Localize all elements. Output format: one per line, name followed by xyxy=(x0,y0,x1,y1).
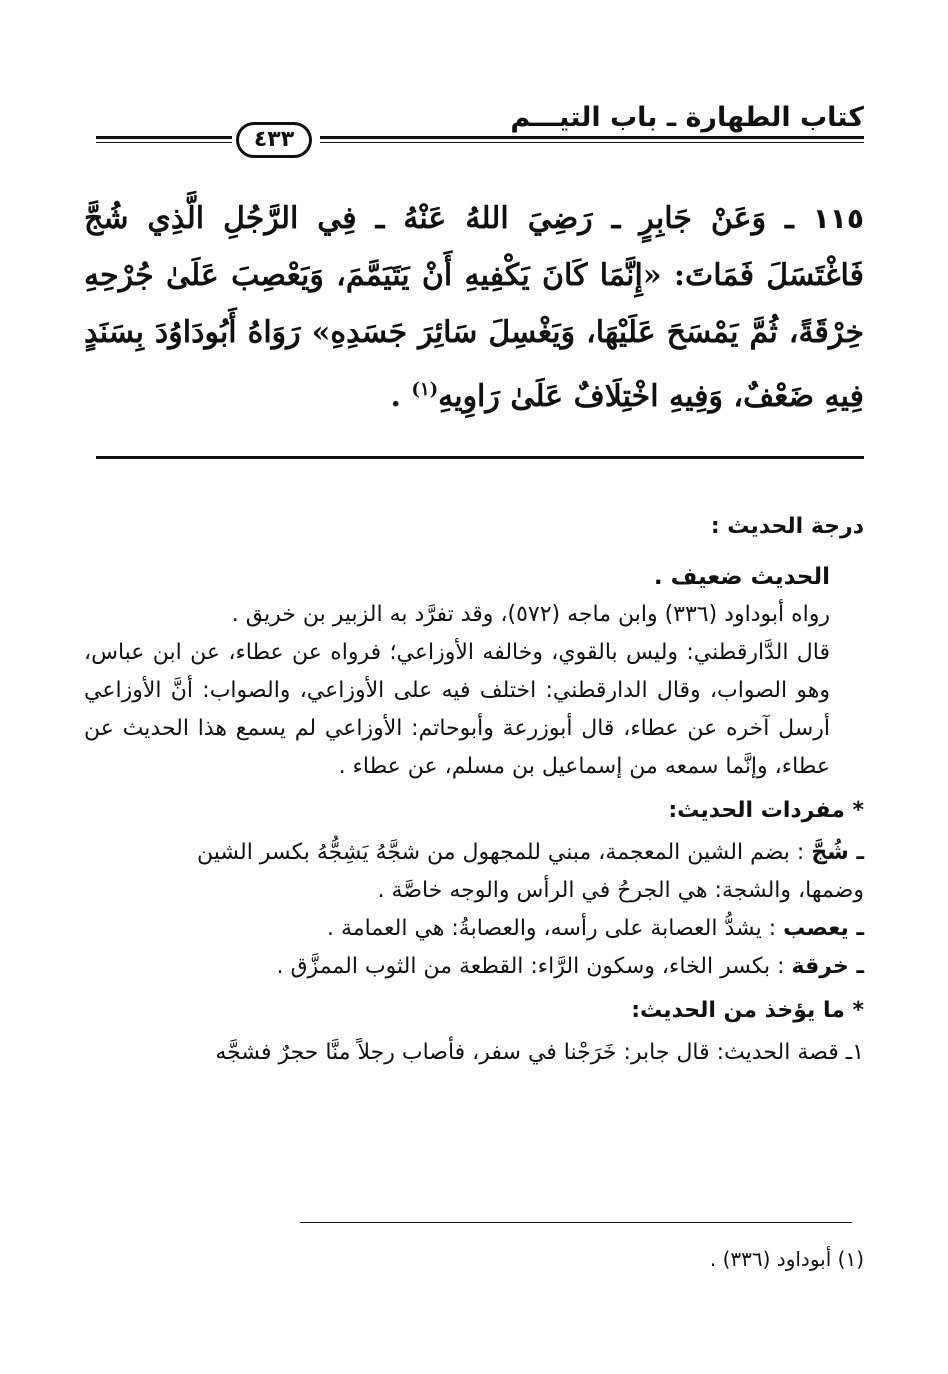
hadith-text-block xyxy=(84,190,864,425)
hadith-number: ١١٥ xyxy=(812,202,864,235)
grading-paragraph-2: قال الدَّارقطني: وليس بالقوي، وخالفه الأوزاعي؛ فرواه عن عطاء، عن ابن عباس، وهو الصواب، وقال الدارقطني: اختلف فيه على الأوزاعي، والصواب: أنَّ الأوزاعي أرسل آخره عن عطاء، قال أبوزرعة وأبوحاتم: الأوزاعي لم يسمع هذا الحديث عن عطاء، وإنَّما سمعه من إسماعيل بن مسلم، عن عطاء . xyxy=(84,640,830,779)
vocab-term: ـ شُجَّ xyxy=(811,840,864,865)
header-rule-right xyxy=(320,136,864,139)
header-rule-left xyxy=(96,136,232,139)
lesson-item: ١ـ قصة الحديث: قال جابر: خَرَجْنا في سفر، فأصاب رجلاً منَّا حجرٌ فشجَّه xyxy=(215,1040,864,1065)
header-rule-right-thin xyxy=(320,142,864,143)
commentary xyxy=(84,508,864,1072)
running-title: كتاب الطهارة ـ باب التيـــم xyxy=(510,102,864,133)
grading-heading: درجة الحديث : xyxy=(710,514,864,539)
footnote-rule xyxy=(300,1222,852,1223)
lessons-heading: * ما يؤخذ من الحديث: xyxy=(631,998,864,1023)
hadith-end: . xyxy=(390,379,412,414)
footnote-marker: (١) xyxy=(411,379,439,400)
vocab-item xyxy=(84,910,864,948)
vocab-heading: * مفردات الحديث: xyxy=(668,798,864,823)
vocab-definition: : بضم الشين المعجمة، مبني للمجهول من شجَّهُ يَشِجُّهُ بكسر الشين xyxy=(196,840,805,865)
vocab-item xyxy=(84,948,864,986)
header-rule-left-thin xyxy=(96,142,232,143)
vocab-term: ـ خرقة xyxy=(791,954,864,979)
vocab-term: ـ يعصب xyxy=(783,916,864,941)
vocab-item xyxy=(84,834,864,872)
vocab-item-continuation: وضمها، والشجة: هي الجرحُ في الرأس والوجه خاصَّة . xyxy=(377,878,864,903)
vocab-definition: : يشدُّ العصابة على رأسه، والعصابةُ: هي العمامة . xyxy=(327,916,777,941)
grading-paragraph-1: رواه أبوداود (٣٣٦) وابن ماجه (٥٧٢)، وقد تفرَّد به الزبير بن خريق . xyxy=(231,602,830,627)
grading-verdict: الحديث ضعيف . xyxy=(653,564,830,590)
page-number: ٤٣٣ xyxy=(236,122,312,158)
hadith-text: ـ وَعَنْ جَابِرٍ ـ رَضِيَ اللهُ عَنْهُ ـ فِي الرَّجُلِ الَّذِي شُجَّ فَاغْتَسَلَ فَمَاتَ: «إِنَّمَا كَانَ يَكْفِيهِ أَنْ يَتَيَمَّمَ، وَيَعْصِبَ عَلَىٰ جُرْحِهِ خِرْقَةً، ثُمَّ يَمْسَحَ عَلَيْهَا، وَيَغْسِلَ سَائِرَ جَسَدِهِ» رَوَاهُ أَبُودَاوُدَ بِسَنَدٍ فِيهِ ضَعْفٌ، وَفِيهِ اخْتِلَافٌ عَلَىٰ رَاوِيهِ xyxy=(84,201,864,414)
footnote: (١) أبوداود (٣٣٦) . xyxy=(709,1247,864,1271)
vocab-definition: : بكسر الخاء، وسكون الرَّاء: القطعة من الثوب الممزَّق . xyxy=(276,954,785,979)
section-divider xyxy=(96,456,864,459)
